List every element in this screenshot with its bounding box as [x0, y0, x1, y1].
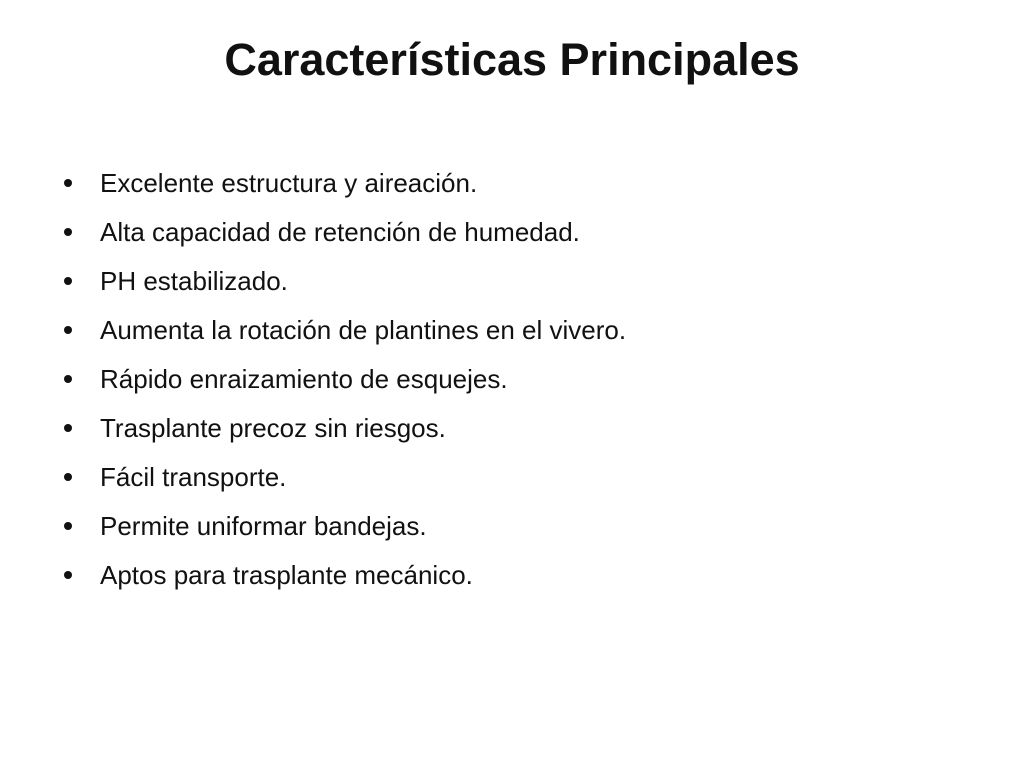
bullet-text: Aptos para trasplante mecánico.: [100, 560, 473, 590]
bullet-text: Excelente estructura y aireación.: [100, 168, 478, 198]
slide-title: Características Principales: [224, 34, 800, 85]
bullet-item: [62, 207, 962, 256]
bullet-text: Alta capacidad de retención de humedad.: [100, 217, 580, 247]
bullet-icon: [64, 277, 72, 285]
bullet-text: PH estabilizado.: [100, 266, 288, 296]
bullet-text: Trasplante precoz sin riesgos.: [100, 413, 446, 443]
bullet-text: Aumenta la rotación de plantines en el vivero.: [100, 315, 627, 345]
bullet-text: Rápido enraizamiento de esquejes.: [100, 364, 508, 394]
bullet-item: [62, 305, 962, 354]
bullet-list: [62, 168, 962, 599]
bullet-icon: [64, 228, 72, 236]
bullet-icon: [64, 424, 72, 432]
bullet-icon: [64, 473, 72, 481]
bullet-icon: [64, 522, 72, 530]
bullet-text: Fácil transporte.: [100, 462, 287, 492]
bullet-item: [62, 256, 962, 305]
bullet-text: Permite uniformar bandejas.: [100, 511, 427, 541]
bullet-item: [62, 550, 962, 599]
bullet-item: [62, 158, 962, 207]
bullet-item: [62, 501, 962, 550]
bullet-item: [62, 452, 962, 501]
bullet-icon: [64, 326, 72, 334]
bullet-icon: [64, 375, 72, 383]
bullet-item: [62, 354, 962, 403]
bullet-icon: [64, 571, 72, 579]
bullet-icon: [64, 179, 72, 187]
bullet-item: [62, 403, 962, 452]
